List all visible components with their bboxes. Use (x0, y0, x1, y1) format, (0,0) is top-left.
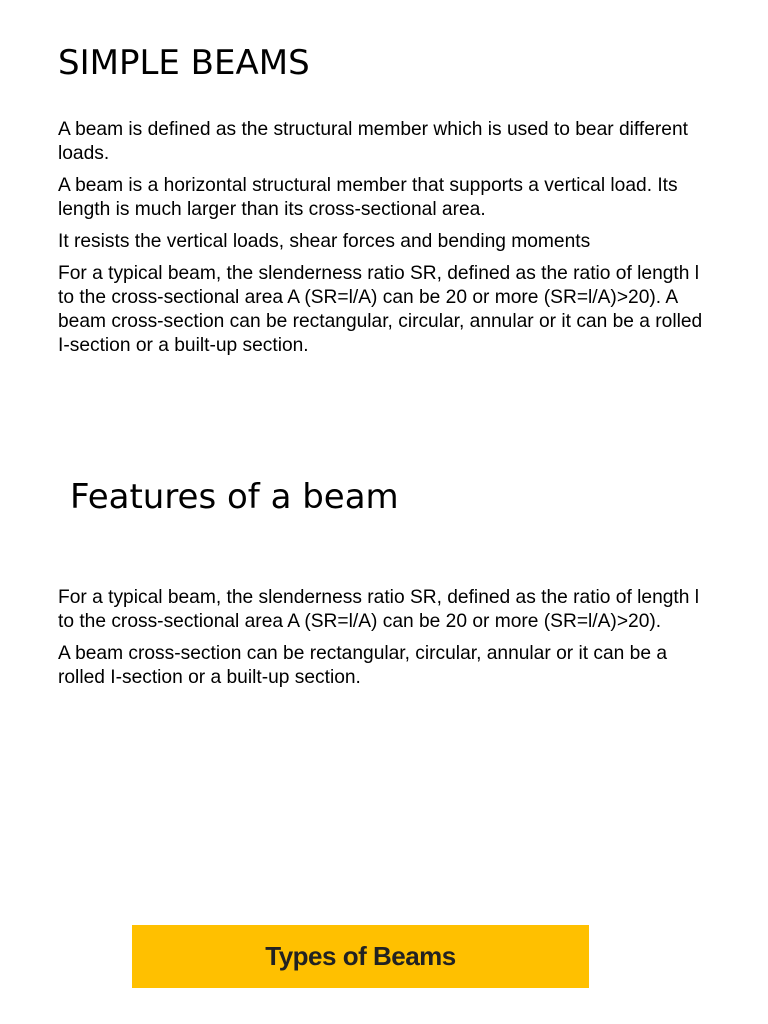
paragraph: It resists the vertical loads, shear forces and bending moments (58, 231, 591, 252)
paragraph: For a typical beam, the slenderness ratio SR, defined as the ratio of length l to the cross-sectional area A (SR=l/A) can be 20 or more (SR=l/A)>20). A beam cross-section can be rectangular, circular, annular or it can be a rolled I-section or a built-up section. (58, 263, 703, 356)
types-of-beams-banner (132, 925, 589, 988)
intro-text-block (58, 118, 718, 366)
page-title: SIMPLE BEAMS (58, 43, 310, 83)
paragraph: A beam is defined as the structural member which is used to bear different loads. (58, 119, 688, 164)
paragraph: A beam cross-section can be rectangular, circular, annular or it can be a rolled I-section or a built-up section. (58, 643, 667, 688)
banner-label: Types of Beams (265, 941, 456, 971)
features-text-block (58, 586, 718, 698)
section-heading-features: Features of a beam (70, 477, 399, 517)
paragraph: A beam is a horizontal structural member that supports a vertical load. Its length is much larger than its cross-sectional area. (58, 175, 678, 220)
paragraph: For a typical beam, the slenderness ratio SR, defined as the ratio of length l to the cross-sectional area A (SR=l/A) can be 20 or more (SR=l/A)>20). (58, 587, 700, 632)
